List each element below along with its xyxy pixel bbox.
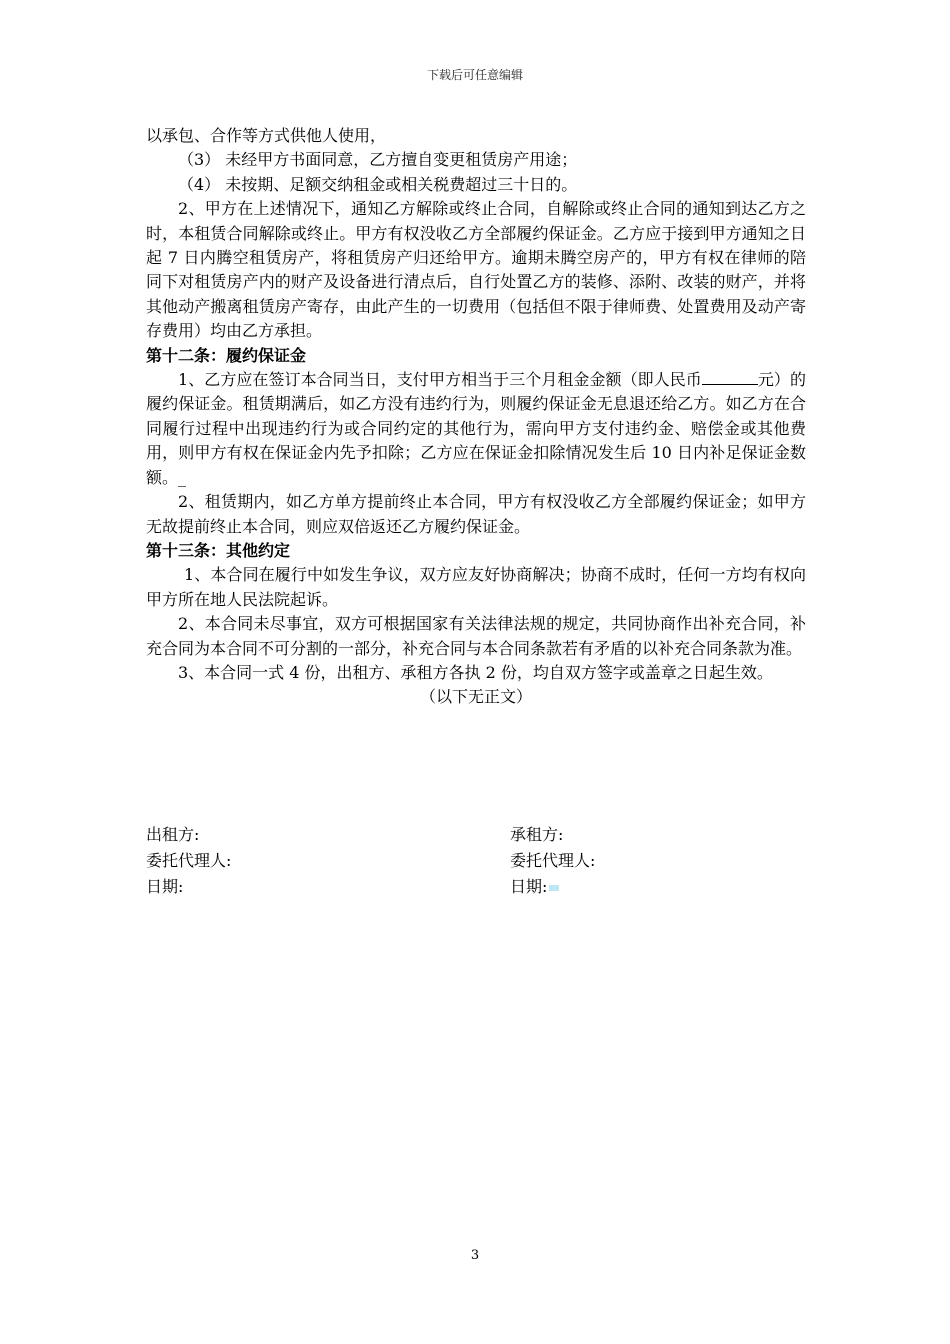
deposit-paragraph (146, 368, 806, 490)
deposit-text-part2: 元）的履约保证金。租赁期满后，如乙方没有违约行为，则履约保证金无息退还给乙方。如乙方在合同履行过程中出现违约行为或合同约定的其他行为，需向甲方支付违约金、赔偿金或其他费用，则甲方有权在保证金内先予扣除；乙方应在保证金扣除情况发生后 10 日内补足保证金数额。_ (146, 370, 806, 487)
copies-paragraph: 3、本合同一式 4 份，出租方、承租方各执 2 份，均自双方签字或盖章之日起生效。 (178, 662, 773, 682)
end-of-text-note: （以下无正文） (419, 687, 532, 707)
amount-blank (702, 370, 758, 385)
deposit-early-termination-paragraph: 2、租赁期内，如乙方单方提前终止本合同，甲方有权没收乙方全部履约保证金；如甲方无故提前终止本合同，则应双倍返还乙方履约保证金。 (146, 492, 806, 536)
lessor-label: 出租方: (146, 825, 200, 844)
lessee-label: 承租方: (510, 825, 564, 844)
deposit-text-part1: 1、乙方应在签订本合同当日，支付甲方相当于三个月租金金额（即人民币 (178, 370, 702, 390)
article-13-heading: 第十三条：其他约定 (146, 540, 291, 560)
page-header: 下载后可任意编辑 (426, 68, 523, 82)
supplement-paragraph: 2、本合同未尽事宜，双方可根据国家有关法律法规的规定，共同协商作出补充合同，补充合同为本合同不可分割的一部分，补充合同与本合同条款若有矛盾的以补充合同条款为准。 (146, 614, 806, 658)
clause-item-4: （4） 未按期、足额交纳租金或相关税费超过三十日的。 (178, 174, 578, 194)
document-body (146, 124, 806, 710)
signature-block (146, 822, 806, 900)
page-number: 3 (470, 1248, 480, 1263)
paragraph-continuation: 以承包、合作等方式供他人使用， (146, 126, 387, 145)
lessee-date-label: 日期: (510, 877, 548, 896)
clause-termination-paragraph: 2、甲方在上述情况下，通知乙方解除或终止合同，自解除或终止合同的通知到达乙方之时，本租赁合同解除或终止。甲方有权没收乙方全部履约保证金。乙方应于接到甲方通知之日起 7 日内腾空租赁房产，将租赁房产归还给甲方。逾期未腾空房产的，甲方有权在律师的陪同下对租赁房产内的财产及设备进行清点后，自行处置乙方的装修、添附、改装的财产，并将其他动产搬离租赁房产寄存，由此产生的一切费用（包括但不限于律师费、处置费用及动产寄存费用）均由乙方承担。 (146, 199, 806, 341)
dispute-paragraph: 1、本合同在履行中如发生争议，双方应友好协商解决；协商不成时，任何一方均有权向甲方所在地人民法院起诉。 (146, 565, 806, 609)
article-12-heading: 第十二条：履约保证金 (146, 345, 307, 365)
lessor-date-label: 日期: (146, 877, 184, 896)
lessee-agent-label: 委托代理人: (510, 851, 596, 870)
lessor-agent-label: 委托代理人: (146, 851, 232, 870)
clause-item-3: （3） 未经甲方书面同意，乙方擅自变更租赁房产用途； (178, 150, 578, 170)
lessee-date-row (510, 874, 806, 900)
highlight-marker (549, 885, 559, 891)
